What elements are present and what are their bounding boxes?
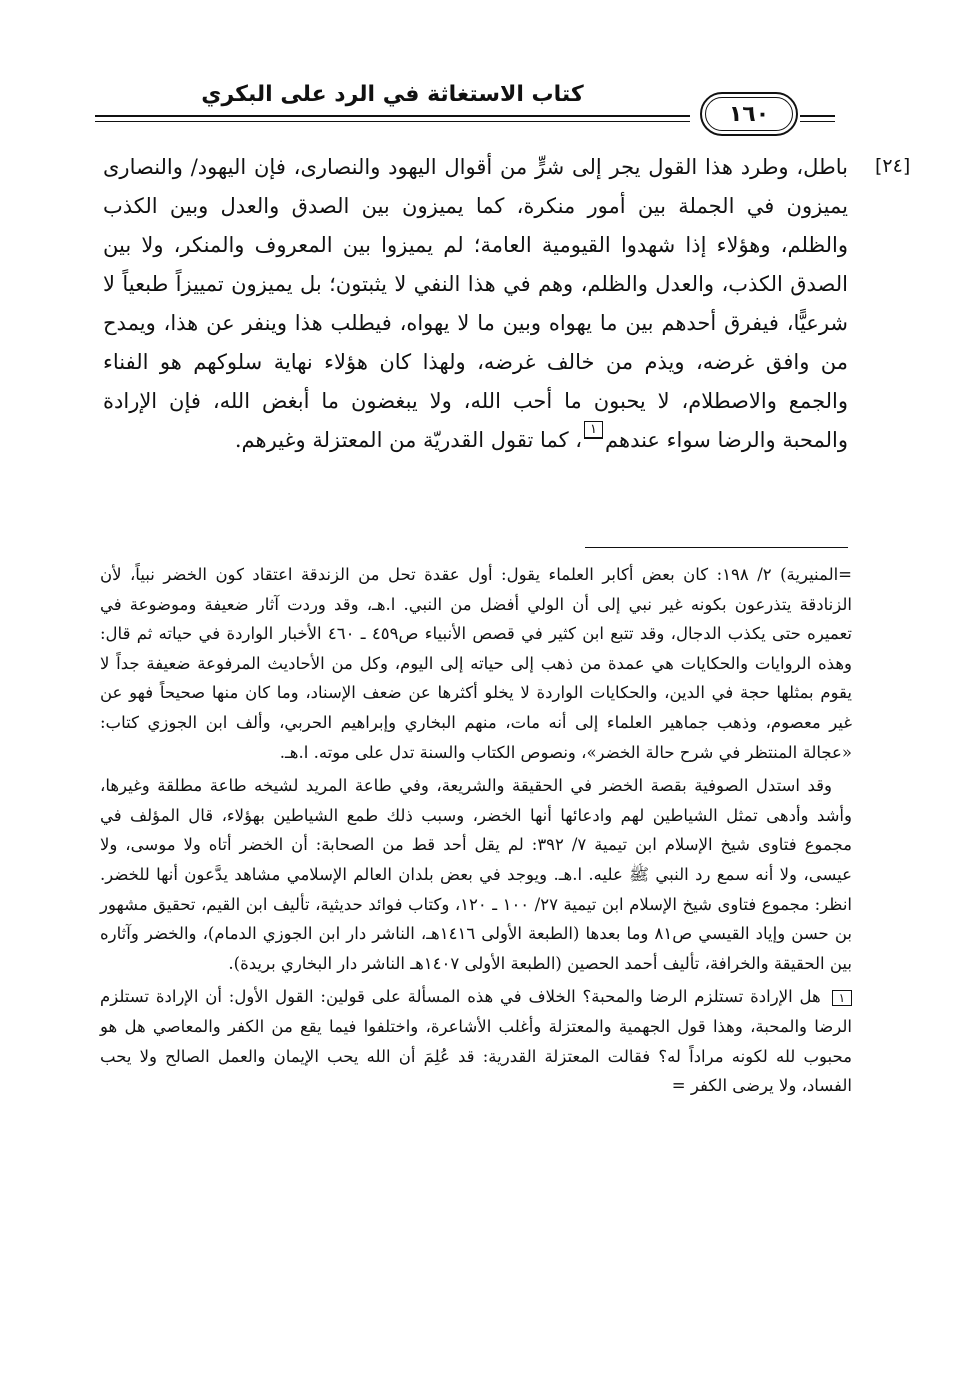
main-text	[103, 148, 848, 460]
footnote-paragraph: وقد استدل الصوفية بقصة الخضر في الحقيقة والشريعة، وفي طاعة المريد لشيخه طاعة مطلقة وغيرها، وأشد وأدهى تمثل الشياطين لهم وادعائها أنها الخضر، وسبب ذلك طمع الشياطين بهؤلاء، قال المؤلف في مجموع فتاوى شيخ الإسلام ابن تيمية ٧/ ٣٩٢: لم يقل أحد قط من الصحابة: أن الخضر أتاه ولا موسى، ولا عيسى، ولا أنه سمع رد النبي ﷺ عليه. ا.هـ. ويوجد في بعض بلدان العالم الإسلامي مشاهد يدَّعون أنها للخضر. انظر: مجموع فتاوى شيخ الإسلام ابن تيمية ٢٧/ ١٠٠ ـ ١٢٠، وكتاب فوائد حديثية، تأليف ابن القيم، تحقيق مشهور بن حسن وإياد القيسي ص٨١ وما بعدها (الطبعة الأولى ١٤١٦هـ، الناشر دار ابن الجوزي الدمام)، والخضر وآثاره بين الحقيقة والخرافة، تأليف أحمد الحصين (الطبعة الأولى ١٤٠٧هـ الناشر دار البخاري بريدة).	[100, 776, 852, 973]
page-number-ornament	[700, 92, 798, 136]
footnote-1-text: هل الإرادة تستلزم الرضا والمحبة؟ الخلاف في هذه المسألة على قولين: القول الأول: أن الإرادة تستلزم الرضا والمحبة، وهذا قول الجهمية والمعتزلة وأغلب الأشاعرة، واختلفوا فيما يقع من الكفر والمعاصي هل هو محبوب لله لكونه مراداً له؟ فقالت المعتزلة القدرية: قد عُلِمَ أن الله يحب الإيمان والعمل الصالح ولا يحب الفساد، ولا يرضى الكفر =	[100, 987, 852, 1096]
header-rule	[95, 121, 690, 122]
header-rule	[95, 115, 690, 117]
footnote-number: ١	[832, 990, 852, 1006]
margin-reference: [٢٤]	[875, 155, 911, 177]
footnote-continuation: =المنيرية) ٢/ ١٩٨: كان بعض أكابر العلماء يقول: أول عقدة تحل من الزندقة اعتقاد كون الخضر نبياً، لأن الزنادقة يتذرعون بكونه غير نبي إلى أن الولي أفضل من النبي. ا.هـ، وقد وردت آثار ضعيفة وموضوعة في تعميره حتى يكذب الدجال، وقد تتبع ابن كثير في قصص الأنبياء ص٤٥٩ ـ ٤٦٠ الأخبار الواردة في حياته ثم قال: وهذه الروايات والحكايات هي عمدة من ذهب إلى حياته إلى اليوم، وكل من الأحاديث المرفوعة ضعيفة جداً لا يقوم بمثلها حجة في الدين، والحكايات الواردة لا يخلو أكثرها عن ضعف الإسناد، وما كان منها صحيحاً فهو عن غير معصوم، وذهب جماهير العلماء إلى أنه مات، منهم البخاري وإبراهيم الحربي، وألف ابن الجوزي كتاب: «عجالة المنتظر في شرح حالة الخضر»، ونصوص الكتاب والسنة تدل على موته. ا.هـ.	[100, 565, 852, 762]
footnote-1	[100, 982, 852, 1100]
main-text-part1: باطل، وطرد هذا القول يجر إلى شرٍّ من أقوال اليهود والنصارى، فإن اليهود/ والنصارى يميزون في الجملة بين أمور منكرة، كما يميزون بين الصدق والعدل وبين الكذب والظلم، وهؤلاء إذا شهدوا القيومية العامة؛ لم يميزوا بين المعروف والمنكر، ولا بين الصدق الكذب، والعدل والظلم، وهم في هذا النفي لا يثبتون؛ بل يميزون تمييزاً طبعياً لا شرعيًّا، فيفرق أحدهم بين ما يهواه وبين ما لا يهواه، فيطلب هذا وينفر عن هذا، ويمدح من وافق غرضه، ويذم من خالف غرضه، ولهذا كان هؤلاء نهاية سلوكهم هو الفناء والجمع والاصطلام، لا يحبون ما أحب الله، ولا يبغضون ما أبغض الله، فإن الإرادة والمحبة والرضا سواء عندهم	[103, 155, 848, 452]
footnote-mark[interactable]: ١	[584, 421, 603, 439]
main-text-part2: ، كما تقول القدريّة من المعتزلة وغيرهم.	[234, 428, 583, 452]
footnote-separator	[585, 547, 848, 548]
page-header	[95, 72, 835, 132]
header-rule	[800, 121, 835, 122]
main-paragraph	[103, 148, 848, 460]
page-number: ١٦٠	[728, 101, 770, 127]
book-title: كتاب الاستغاثة في الرد على البكري	[201, 82, 584, 107]
header-rule	[800, 115, 835, 117]
footnotes	[100, 560, 852, 1105]
